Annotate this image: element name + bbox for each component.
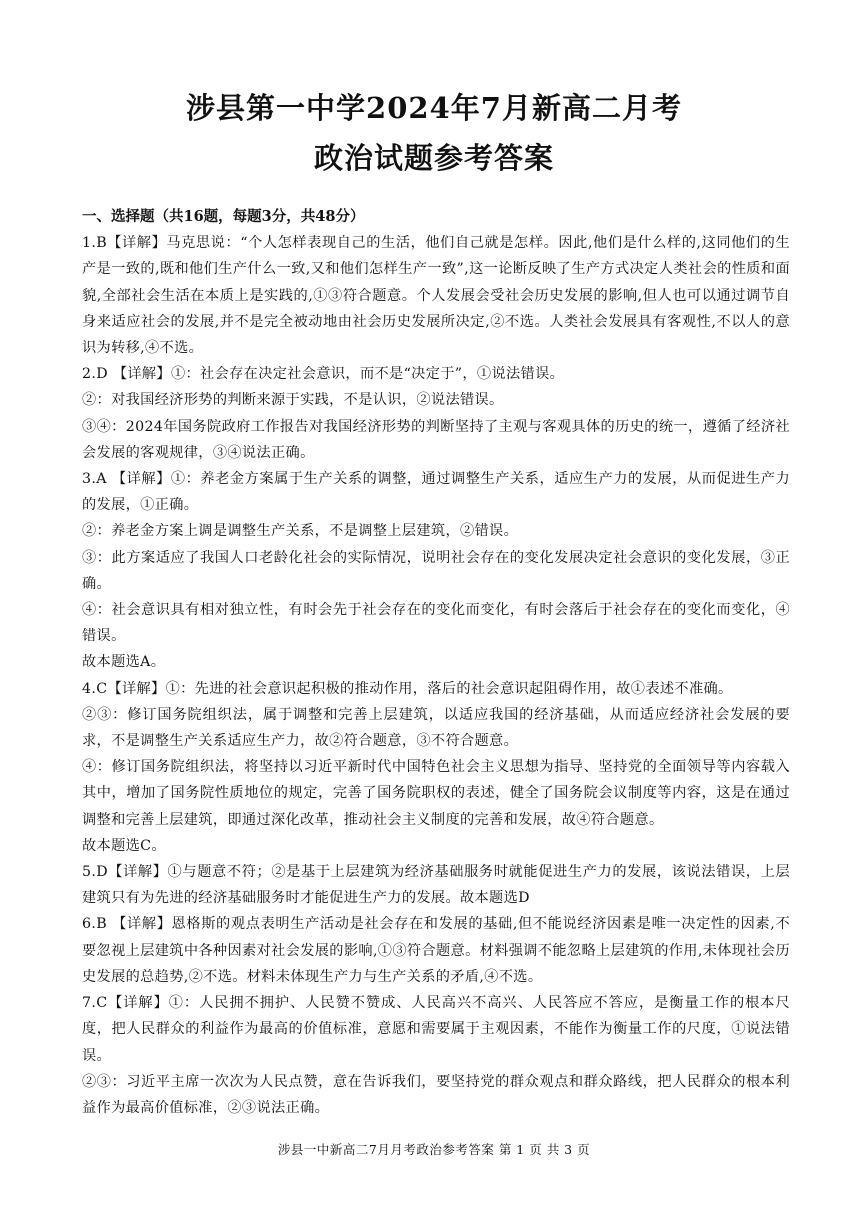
document-subtitle: 政治试题参考答案 [313,141,554,175]
section-heading: 一、选择题（共16题，每题3分，共48分） [82,208,365,225]
answer-paragraph: 故本题选A。 [82,654,166,671]
answer-paragraph: 6.B 【详解】恩格斯的观点表明生产活动是社会存在和发展的基础,但不能说经济因素是唯一决定性的因素,不要忽视上层建筑中各种因素对社会发展的影响,①③符合题意。材料强调不能忽略上层建筑的作用,未体现社会历史发展的总趋势,②不选。材料未体现生产力与生产关系的矛盾,④不选。 [82,916,790,985]
document-title: 涉县第一中学2024年7月新高二月考 [186,91,682,125]
page-footer: 涉县一中新高二7月月考政治参考答案 第 1 页 共 3 页 [277,1142,591,1157]
answer-paragraph: 7.C【详解】①：人民拥不拥护、人民赞不赞成、人民高兴不高兴、人民答应不答应，是衡量工作的根本尺度，把人民群众的利益作为最高的价值标准，意愿和需要属于主观因素，不能作为衡量工作的尺度，①说法错误。 [82,995,790,1064]
answer-paragraph: ④：社会意识具有相对独立性，有时会先于社会存在的变化而变化，有时会落后于社会存在的变化而变化，④错误。 [82,602,790,645]
answer-paragraph: ②：对我国经济形势的判断来源于实践，不是认识，②说法错误。 [82,392,504,409]
answer-paragraph: ②③：修订国务院组织法，属于调整和完善上层建筑，以适应我国的经济基础，从而适应经济社会发展的要求，不是调整生产关系适应生产力，故②符合题意，③不符合题意。 [82,706,790,750]
answer-paragraph: 故本题选C。 [82,837,166,854]
answer-paragraph: ②③：习近平主席一次次为人民点赞，意在告诉我们，要坚持党的群众观点和群众路线，把人民群众的根本利益作为最高价值标准，②③说法正确。 [82,1073,790,1116]
answer-paragraph: ④：修订国务院组织法，将坚持以习近平新时代中国特色社会主义思想为指导、坚持党的全面领导等内容载入其中，增加了国务院性质地位的规定，完善了国务院职权的表述，健全了国务院会议制度等内容，这是在通过调整和完善上层建筑，即通过深化改革，推动社会主义制度的完善和发展，故④符合题意。 [82,759,790,828]
answer-content [82,204,790,1121]
answer-paragraph: 5.D【详解】①与题意不符；②是基于上层建筑为经济基础服务时就能促进生产力的发展，该说法错误，上层建筑只有为先进的经济基础服务时才能促进生产力的发展。故本题选D [82,864,790,907]
answer-paragraph: ②：养老金方案上调是调整生产关系，不是调整上层建筑，②错误。 [82,523,519,540]
answer-paragraph: 1.B【详解】马克思说：“个人怎样表现自己的生活，他们自己就是怎样。因此,他们是什么样的,这同他们的生产是一致的,既和他们生产什么一致,又和他们怎样生产一致”,这一论断反映了生产方式决定人类社会的性质和面貌,全部社会生活在本质上是实践的,①③符合题意。个人发展会受社会历史发展的影响,但人也可以通过调节自身来适应社会的发展,并不是完全被动地由社会历史发展所决定,②不选。人类社会发展具有客观性,不以人的意识为转移,④不选。 [82,235,790,357]
answer-paragraph: ③：此方案适应了我国人口老龄化社会的实际情况，说明社会存在的变化发展决定社会意识的变化发展，③正确。 [82,549,790,592]
answer-paragraph: ③④：2024年国务院政府工作报告对我国经济形势的判断坚持了主观与客观具体的历史的统一，遵循了经济社会发展的客观规律，③④说法正确。 [82,418,790,461]
answer-paragraph: 3.A 【详解】①：养老金方案属于生产关系的调整，通过调整生产关系，适应生产力的发展，从而促进生产力的发展，①正确。 [82,471,790,514]
answer-paragraph: 4.C【详解】①：先进的社会意识起积极的推动作用，落后的社会意识起阻碍作用，故①表述不准确。 [82,680,733,697]
answer-paragraph: 2.D 【详解】①：社会存在决定社会意识，而不是“决定于”，①说法错误。 [82,366,565,383]
